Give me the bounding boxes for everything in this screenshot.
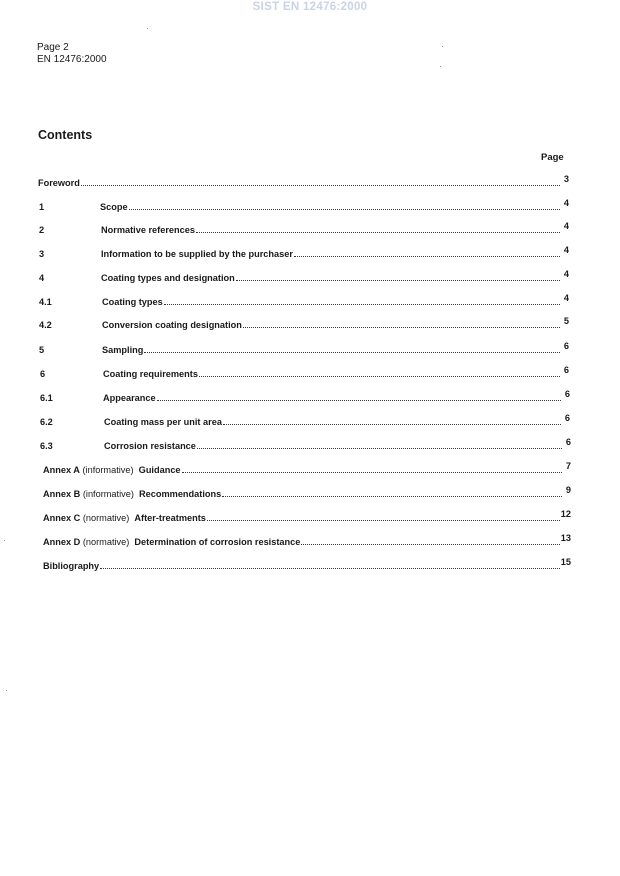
toc-entry-corrosion-resistance[interactable]	[40, 437, 571, 452]
toc-entry-page: 6	[564, 389, 570, 399]
dot-leader	[243, 326, 560, 328]
toc-entry-title: Sampling	[102, 345, 144, 355]
dot-leader	[157, 399, 561, 401]
annex-kind: (normative)	[82, 537, 130, 547]
toc-entry-title: Guidance	[138, 465, 181, 475]
dot-leader	[100, 567, 560, 569]
annex-kind: (normative)	[82, 513, 130, 523]
toc-entry-page: 7	[565, 461, 571, 471]
toc-entry-page: 6	[563, 365, 569, 375]
dot-leader	[164, 303, 560, 305]
toc-entry-page: 4	[563, 293, 569, 303]
toc-entry-number: 6.2	[40, 417, 53, 427]
contents-title: Contents	[38, 128, 93, 142]
toc-entry-number: 4.1	[39, 297, 52, 307]
document-id: EN 12476:2000	[37, 54, 107, 65]
toc-entry-page: 4	[563, 221, 569, 231]
toc-entry-title: Determination of corrosion resistance	[134, 537, 301, 547]
toc-entry-bibliography[interactable]	[43, 557, 571, 572]
annex-label: Annex A	[43, 465, 80, 475]
toc-entry-number: 6.3	[40, 441, 53, 451]
toc-entry-page: 13	[560, 533, 571, 543]
toc-entry-annex-a[interactable]	[43, 461, 571, 476]
dot-leader	[197, 447, 562, 449]
dot-leader	[294, 255, 560, 257]
toc-entry-title: After-treatments	[134, 513, 206, 523]
toc-entry-page: 4	[563, 269, 569, 279]
toc-entry-title: Corrosion resistance	[104, 441, 196, 451]
toc-entry-number: 6.1	[40, 393, 53, 403]
toc-entry-normative-references[interactable]	[39, 221, 569, 236]
dot-leader	[144, 351, 560, 353]
toc-entry-appearance[interactable]	[40, 389, 570, 404]
scan-speck	[440, 66, 441, 67]
toc-entry-information-purchaser[interactable]	[39, 245, 569, 260]
scan-speck	[4, 540, 5, 541]
toc-entry-number: 4.2	[39, 320, 52, 330]
toc-entry-title: Conversion coating designation	[102, 320, 242, 330]
toc-entry-scope[interactable]	[39, 198, 569, 213]
watermark: SIST EN 12476:2000	[252, 1, 368, 13]
page-number-label: Page 2	[37, 42, 69, 53]
toc-entry-coating-requirements[interactable]	[40, 365, 569, 380]
toc-entry-title: Coating mass per unit area	[104, 417, 222, 427]
dot-leader	[236, 279, 560, 281]
toc-entry-title: Normative references	[101, 225, 195, 235]
dot-leader	[182, 471, 562, 473]
toc-entry-title: Recommendations	[139, 489, 222, 499]
dot-leader	[81, 184, 560, 186]
annex-label: Annex B	[43, 489, 81, 499]
dot-leader	[223, 423, 561, 425]
toc-entry-annex-c[interactable]	[43, 509, 571, 524]
toc-entry-page: 6	[563, 341, 569, 351]
toc-entry-title: Appearance	[103, 393, 156, 403]
toc-entry-page: 6	[564, 413, 570, 423]
toc-entry-title: Coating requirements	[103, 369, 198, 379]
dot-leader	[199, 375, 560, 377]
toc-entry-title: Coating types	[102, 297, 163, 307]
toc-entry-page: 3	[563, 174, 569, 184]
toc-entry-title: Foreword	[38, 178, 80, 188]
toc-entry-title: Bibliography	[43, 561, 100, 571]
toc-entry-page: 9	[565, 485, 571, 495]
dot-leader	[129, 208, 560, 210]
toc-entry-number: 1	[39, 202, 45, 212]
toc-entry-number: 6	[40, 369, 46, 379]
toc-entry-foreword[interactable]	[38, 174, 569, 189]
toc-entry-annex-b[interactable]	[43, 485, 571, 500]
toc-entry-coating-types-designation[interactable]	[39, 269, 569, 284]
toc-entry-coating-mass[interactable]	[40, 413, 570, 428]
toc-entry-number: 3	[39, 249, 45, 259]
toc-entry-page: 12	[560, 509, 571, 519]
dot-leader	[207, 519, 560, 521]
annex-label: Annex D	[43, 537, 81, 547]
toc-entry-number: 4	[39, 273, 45, 283]
dot-leader	[301, 543, 559, 545]
annex-kind: (informative)	[82, 489, 134, 499]
toc-entry-coating-types[interactable]	[39, 293, 569, 308]
toc-entry-page: 4	[563, 198, 569, 208]
toc-entry-sampling[interactable]	[39, 341, 569, 356]
toc-entry-annex-d[interactable]	[43, 533, 571, 548]
annex-kind: (informative)	[82, 465, 134, 475]
toc-entry-page: 6	[565, 437, 571, 447]
toc-entry-page: 4	[563, 245, 569, 255]
scan-speck	[442, 46, 443, 47]
dot-leader	[196, 231, 560, 233]
scan-speck	[6, 690, 7, 691]
toc-entry-number: 2	[39, 225, 45, 235]
dot-leader	[222, 495, 562, 497]
toc-entry-page: 15	[560, 557, 571, 567]
toc-entry-title: Coating types and designation	[101, 273, 235, 283]
toc-entry-title: Information to be supplied by the purchaser	[101, 249, 293, 259]
toc-entry-conversion-coating-designation[interactable]	[39, 316, 569, 331]
toc-entry-title: Scope	[100, 202, 128, 212]
annex-label: Annex C	[43, 513, 81, 523]
page-column-label: Page	[541, 152, 564, 163]
toc-entry-number: 5	[39, 345, 45, 355]
scan-speck	[147, 28, 148, 29]
toc-entry-page: 5	[563, 316, 569, 326]
